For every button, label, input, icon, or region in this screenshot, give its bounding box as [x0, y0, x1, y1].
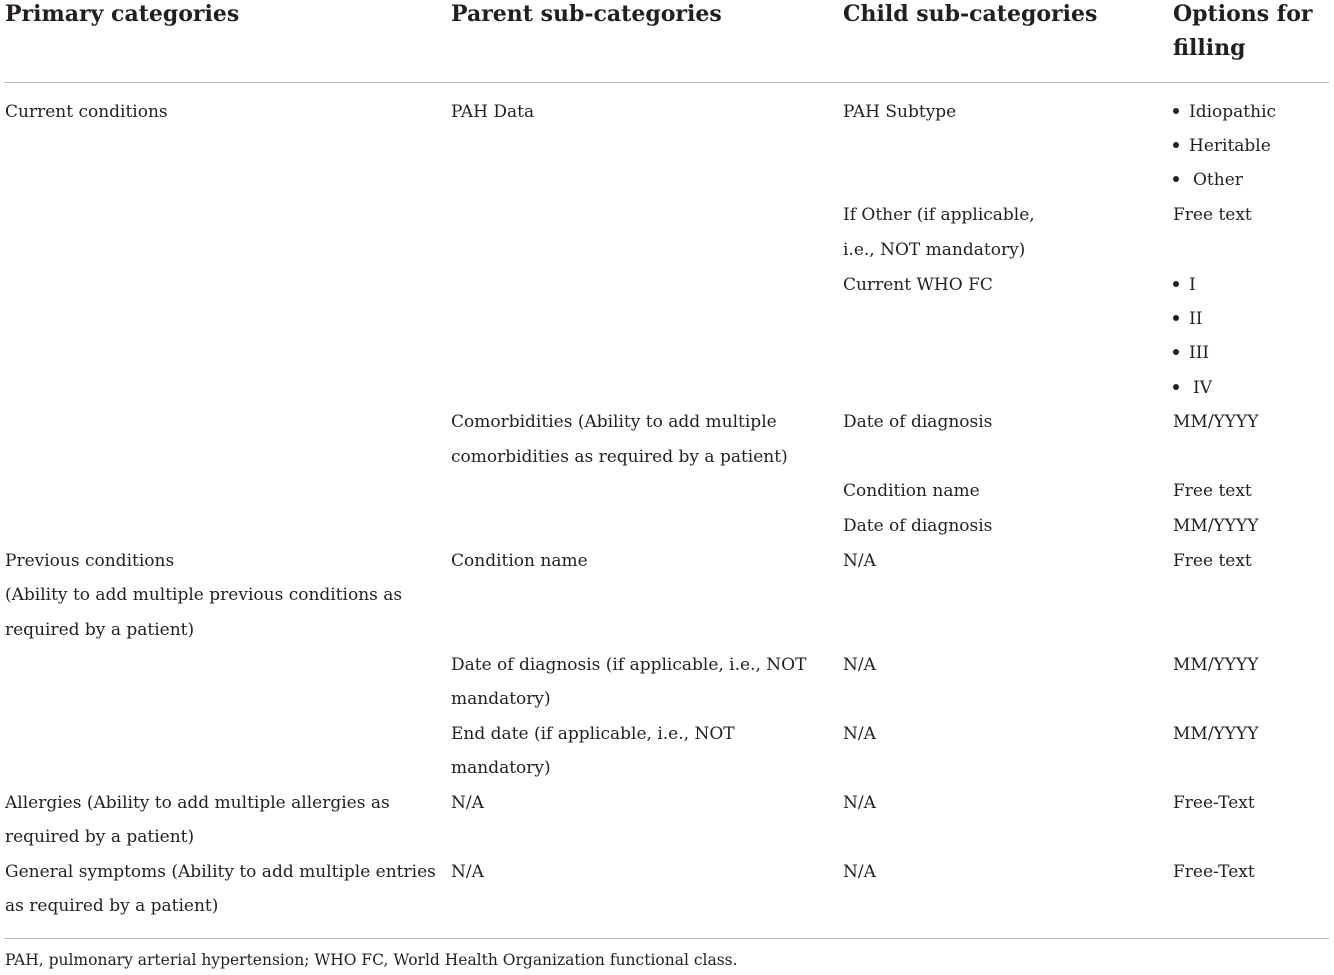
primary-previous-conditions-l2: (Ability to add multiple previous conditions as — [5, 585, 403, 605]
parent-na-allergies: N/A — [451, 793, 484, 813]
child-na-3: N/A — [843, 724, 876, 744]
primary-general-symptoms-l2: as required by a patient) — [5, 896, 219, 916]
parent-comorbidities-l1: Comorbidities (Ability to add multiple — [451, 412, 777, 432]
parent-end-date-l1: End date (if applicable, i.e., NOT — [451, 724, 735, 744]
bullet-icon — [1173, 384, 1179, 390]
primary-general-symptoms-l1: General symptoms (Ability to add multiple entries — [5, 862, 436, 882]
option-heritable: Heritable — [1173, 129, 1271, 164]
child-condition-name: Condition name — [843, 481, 980, 501]
option-who-ii: II — [1173, 302, 1202, 337]
child-na-general: N/A — [843, 862, 876, 882]
option-mm-yyyy-2: MM/YYYY — [1173, 516, 1259, 536]
option-who-iii: III — [1173, 336, 1209, 371]
option-free-text-if-other: Free text — [1173, 205, 1252, 225]
child-date-of-diagnosis-1: Date of diagnosis — [843, 412, 993, 432]
child-date-of-diagnosis-2: Date of diagnosis — [843, 516, 993, 536]
primary-current-conditions: Current conditions — [5, 102, 168, 122]
option-free-text-general: Free-Text — [1173, 862, 1255, 882]
parent-end-date-l2: mandatory) — [451, 758, 551, 778]
option-free-text-previous: Free text — [1173, 551, 1252, 571]
header-options-line1: Options for — [1173, 1, 1313, 27]
bullet-icon — [1173, 108, 1179, 114]
parent-dod-optional-l2: mandatory) — [451, 689, 551, 709]
option-who-iv: IV — [1173, 371, 1212, 406]
parent-comorbidities-l2: comorbidities as required by a patient) — [451, 447, 788, 467]
header-primary-categories: Primary categories — [5, 1, 240, 27]
child-na-allergies: N/A — [843, 793, 876, 813]
header-options-line2: filling — [1173, 35, 1246, 61]
table-footnote: PAH, pulmonary arterial hypertension; WHO FC, World Health Organization functional class. — [5, 951, 738, 969]
child-if-other-l1: If Other (if applicable, — [843, 205, 1035, 225]
primary-allergies-l1: Allergies (Ability to add multiple allergies as — [5, 793, 390, 813]
footer-divider — [4, 938, 1329, 939]
child-na-2: N/A — [843, 655, 876, 675]
primary-previous-conditions-l1: Previous conditions — [5, 551, 175, 571]
parent-na-general: N/A — [451, 862, 484, 882]
bullet-icon — [1173, 315, 1179, 321]
option-who-i: I — [1173, 268, 1196, 303]
child-if-other-l2: i.e., NOT mandatory) — [843, 240, 1026, 260]
bullet-icon — [1173, 142, 1179, 148]
child-current-who-fc: Current WHO FC — [843, 275, 993, 295]
option-free-text-condition: Free text — [1173, 481, 1252, 501]
primary-previous-conditions-l3: required by a patient) — [5, 620, 195, 640]
parent-dod-optional-l1: Date of diagnosis (if applicable, i.e., NOT — [451, 655, 807, 675]
header-parent-sub-categories: Parent sub-categories — [451, 1, 722, 27]
primary-allergies-l2: required by a patient) — [5, 827, 195, 847]
option-idiopathic: Idiopathic — [1173, 95, 1276, 130]
option-mm-yyyy-4: MM/YYYY — [1173, 724, 1259, 744]
option-mm-yyyy-3: MM/YYYY — [1173, 655, 1259, 675]
child-pah-subtype: PAH Subtype — [843, 102, 957, 122]
parent-pah-data: PAH Data — [451, 102, 535, 122]
header-child-sub-categories: Child sub-categories — [843, 1, 1098, 27]
header-divider — [4, 82, 1329, 83]
option-other: Other — [1173, 163, 1243, 198]
option-free-text-allergies: Free-Text — [1173, 793, 1255, 813]
option-mm-yyyy-1: MM/YYYY — [1173, 412, 1259, 432]
bullet-icon — [1173, 176, 1179, 182]
child-na-1: N/A — [843, 551, 876, 571]
parent-condition-name: Condition name — [451, 551, 588, 571]
bullet-icon — [1173, 281, 1179, 287]
bullet-icon — [1173, 349, 1179, 355]
